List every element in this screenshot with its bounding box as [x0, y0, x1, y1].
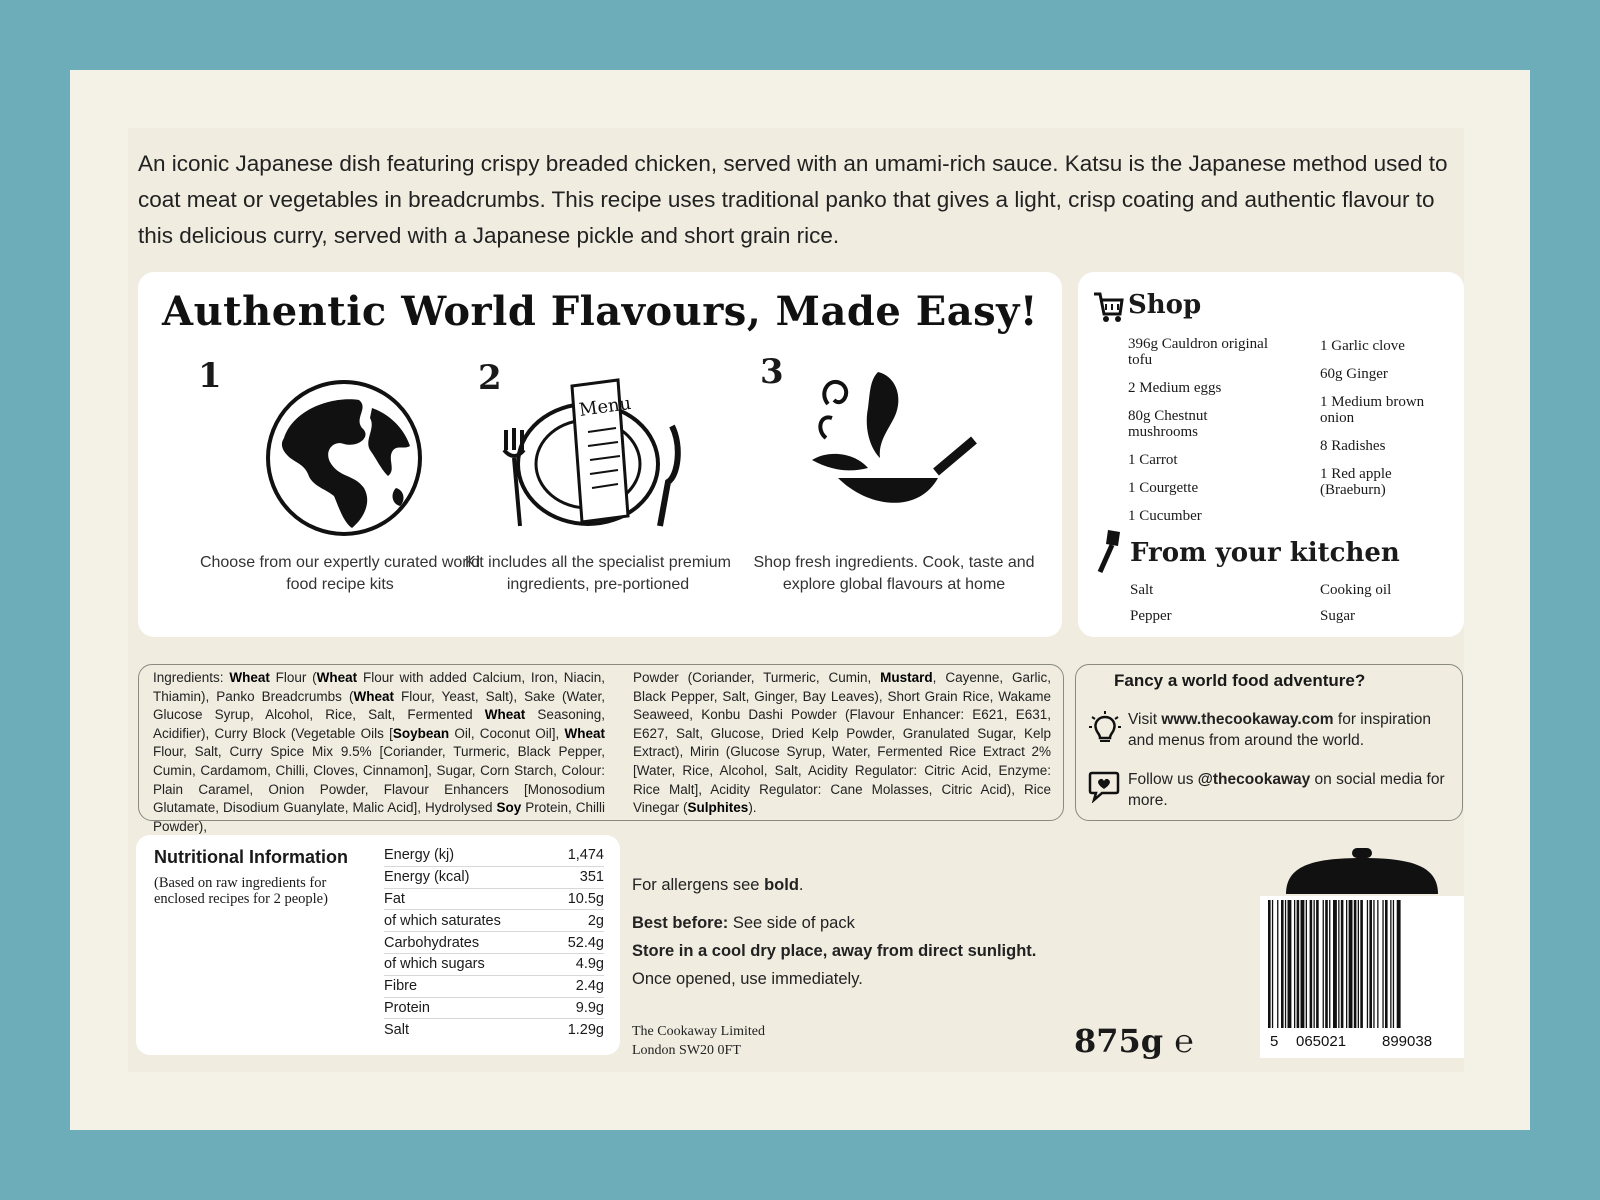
spatula-icon [1094, 528, 1124, 574]
shop-item: 396g Cauldron original tofu [1128, 336, 1268, 368]
wok-icon [808, 368, 978, 538]
nutrient-value: 52.4g [552, 932, 604, 954]
chat-heart-icon [1088, 769, 1120, 803]
barcode-bar [1397, 900, 1401, 1028]
allergens-prefix: For allergens see [632, 876, 765, 894]
table-row [384, 997, 604, 1019]
barcode [1260, 848, 1464, 1058]
nutrient-value: 2g [552, 910, 604, 932]
kitchen-item: Cooking oil [1320, 582, 1392, 598]
nutrient-value: 351 [552, 866, 604, 888]
nutrient-value: 9.9g [552, 997, 604, 1019]
nutrient-label: Energy (kcal) [384, 866, 552, 888]
nutrition-title: Nutritional Information [154, 847, 348, 867]
barcode-bar [1272, 900, 1273, 1028]
table-row [384, 888, 604, 910]
ingredients-box [138, 664, 1064, 834]
barcode-bar [1301, 900, 1305, 1028]
barcode-bar [1338, 900, 1339, 1028]
follow-text: Follow us @thecookaway on social media for more. [1128, 771, 1445, 809]
steps-title: Authentic World Flavours, Made Easy! [162, 288, 1038, 335]
step-3 [744, 352, 1044, 622]
ingredients-column-1: Ingredients: Wheat Flour (Wheat Flour with added Calcium, Iron, Niacin, Thiamin), Panko Breadcrumbs (Wheat Flour, Yeast, Salt), Sake (Water, Glucose Syrup, Alcohol, Rice, Salt, Fermented Wheat Seasoning, Acidifier), Curry Block (Vegetable Oils [Soybean Oil, Coconut Oil], Wheat Flour, Salt, Curry Spice Mix 9.5% [Coriander, Turmeric, Black Pepper, Cumin, Cardamom, Chilli, Cloves, Cinnamon], Sugar, Corn Starch, Colour: Plain Caramel, Onion Powder, Flavour Enhancers [Monosodium Glutamate, Disodium Guanylate, Malic Acid], Hydrolysed Soy Protein, Chilli Powder), [153, 670, 605, 834]
shop-list-left [1128, 336, 1278, 536]
barcode-bar [1382, 900, 1383, 1028]
barcode-bar [1373, 900, 1374, 1028]
barcode-bar [1367, 900, 1368, 1028]
shop-title: Shop [1128, 290, 1202, 320]
allergens-bold: bold [764, 876, 799, 894]
barcode-bar [1314, 900, 1315, 1028]
intro-text: An iconic Japanese dish featuring crispy breaded chicken, served with an umami-rich sauce. Katsu is the Japanese method used to coat meat or vegetables in breadcrumbs. This recipe uses traditional panko that gives a light, crisp coating and authentic flavour to this delicious curry, served with a Japanese pickle and short grain rice. [138, 151, 1448, 248]
nutrient-label: Salt [384, 1021, 409, 1038]
table-row [384, 932, 604, 954]
nutrient-label: of which sugars [384, 953, 552, 975]
steps-panel [138, 272, 1062, 637]
shop-item: 80g Chestnut mushrooms [1128, 408, 1208, 440]
lightbulb-icon [1088, 709, 1122, 745]
barcode-bar [1360, 900, 1363, 1028]
company-location: London SW20 0FT [632, 1043, 741, 1058]
nutrient-value: 10.5g [552, 888, 604, 910]
net-weight: 875g ℮ [1074, 1022, 1194, 1060]
globe-icon [264, 378, 424, 538]
barcode-bar [1325, 900, 1328, 1028]
kitchen-item: Pepper [1130, 608, 1172, 624]
ingredients-column-2: Powder (Coriander, Turmeric, Cumin, Mustard, Cayenne, Garlic, Black Pepper, Salt, Ginger, Bay Leaves), Short Grain Rice, Wakame Seaweed, Konbu Dashi Powder (Flavour Enhancer: E621, E631, E627, Salt, Glucose, Dried Kelp Powder, Granulated Sugar, Kelp Extract), Mirin (Glucose Syrup, Water, Fermented Rice Extract 2% [Water, Rice, Alcohol, Salt, Acidity Regulator: Citric Acid, Enzyme: Rice Malt], Acidity Regulator: Cane Molasses, Citric Acid), Rice Vinegar (Sulphites). [633, 670, 1052, 816]
menu-text: Menu [577, 392, 633, 421]
barcode-bar [1390, 900, 1391, 1028]
barcode-bar [1349, 900, 1353, 1028]
barcode-bar [1306, 900, 1307, 1028]
table-row [384, 845, 604, 866]
nutrient-label: Protein [384, 997, 552, 1019]
barcode-bar [1341, 900, 1344, 1028]
step-caption: Shop fresh ingredients. Cook, taste and explore global flavours at home [753, 554, 1035, 593]
barcode-bar [1377, 900, 1378, 1028]
barcode-bar [1288, 900, 1292, 1028]
nutrition-panel [136, 835, 620, 1055]
company-address [632, 1022, 765, 1060]
barcode-bar [1385, 900, 1388, 1028]
nutrient-label: Fat [384, 888, 552, 910]
visit-text: Visit www.thecookaway.com for inspiration and menus from around the world. [1128, 711, 1431, 749]
storage-note: Store in a cool dry place, away from direct sunlight. [632, 942, 1037, 960]
table-row [384, 975, 604, 997]
barcode-bar [1277, 900, 1278, 1028]
barcode-bar [1333, 900, 1337, 1028]
nutrient-label: Carbohydrates [384, 932, 552, 954]
barcode-bar [1346, 900, 1347, 1028]
barcode-digit-first: 5 [1270, 1033, 1279, 1050]
step-caption: Kit includes all the specialist premium ingredients, pre-portioned [465, 554, 731, 593]
step-number: 1 [198, 356, 222, 396]
opened-note: Once opened, use immediately. [632, 970, 863, 988]
shop-panel [1078, 272, 1464, 637]
nutrient-value: 1.29g [567, 1021, 604, 1038]
shop-list-right [1320, 338, 1450, 510]
adventure-title: Fancy a world food adventure? [1114, 671, 1366, 690]
allergens-note [632, 876, 804, 895]
step-caption: Choose from our expertly curated world food recipe kits [199, 554, 481, 593]
kitchen-title: From your kitchen [1130, 538, 1400, 568]
shop-item: 1 Garlic clove [1320, 338, 1405, 354]
shop-item: 2 Medium eggs [1128, 380, 1222, 396]
shop-item: 8 Radishes [1320, 438, 1386, 454]
pot-lid-icon [1282, 848, 1442, 896]
nutrient-label: of which saturates [384, 910, 552, 932]
step-2 [448, 352, 748, 622]
barcode-bar [1329, 900, 1330, 1028]
shop-item: 1 Red apple (Braeburn) [1320, 466, 1392, 498]
barcode-bar [1294, 900, 1295, 1028]
barcode-bar [1297, 900, 1300, 1028]
barcode-bar [1358, 900, 1359, 1028]
barcode-digits-left: 065021 [1296, 1033, 1347, 1050]
barcode-bar [1369, 900, 1372, 1028]
best-before-text: See side of pack [728, 914, 855, 932]
table-row [384, 910, 604, 932]
nutrition-table [384, 845, 604, 1040]
company-name: The Cookaway Limited [632, 1024, 765, 1039]
barcode-bars [1268, 900, 1456, 1028]
adventure-box [1075, 664, 1463, 821]
step-number: 2 [478, 358, 502, 398]
shop-item: 1 Courgette [1128, 480, 1199, 496]
barcode-bar [1285, 900, 1286, 1028]
shop-item: 60g Ginger [1320, 366, 1388, 382]
table-row [384, 1019, 604, 1040]
shopping-basket-icon [1092, 288, 1124, 324]
plate-menu-icon [488, 366, 688, 536]
barcode-bar [1281, 900, 1284, 1028]
shop-item: 1 Medium brown onion [1320, 394, 1425, 426]
table-row [384, 866, 604, 888]
table-row [384, 953, 604, 975]
barcode-bar [1268, 900, 1271, 1028]
best-before-label: Best before: [632, 914, 729, 932]
shop-item: 1 Carrot [1128, 452, 1178, 468]
nutrition-subtitle: (Based on raw ingredients for enclosed recipes for 2 people) [154, 875, 328, 907]
barcode-bar [1316, 900, 1319, 1028]
nutrient-value: 4.9g [552, 953, 604, 975]
best-before-note [632, 914, 855, 933]
nutrient-value: 1,474 [552, 845, 604, 866]
allergens-suffix: . [798, 876, 804, 894]
nutrient-label: Energy (kj) [384, 845, 552, 866]
step-1 [190, 352, 490, 622]
nutrient-value: 2.4g [552, 975, 604, 997]
shop-item: 1 Cucumber [1128, 508, 1202, 524]
nutrient-label: Fibre [384, 975, 552, 997]
step-number: 3 [760, 352, 784, 392]
kitchen-item: Salt [1130, 582, 1154, 598]
kitchen-item: Sugar [1320, 608, 1355, 624]
barcode-bar [1354, 900, 1357, 1028]
barcode-digits-right: 899038 [1382, 1033, 1433, 1050]
barcode-bar [1310, 900, 1313, 1028]
barcode-bar [1393, 900, 1394, 1028]
barcode-bar [1323, 900, 1324, 1028]
